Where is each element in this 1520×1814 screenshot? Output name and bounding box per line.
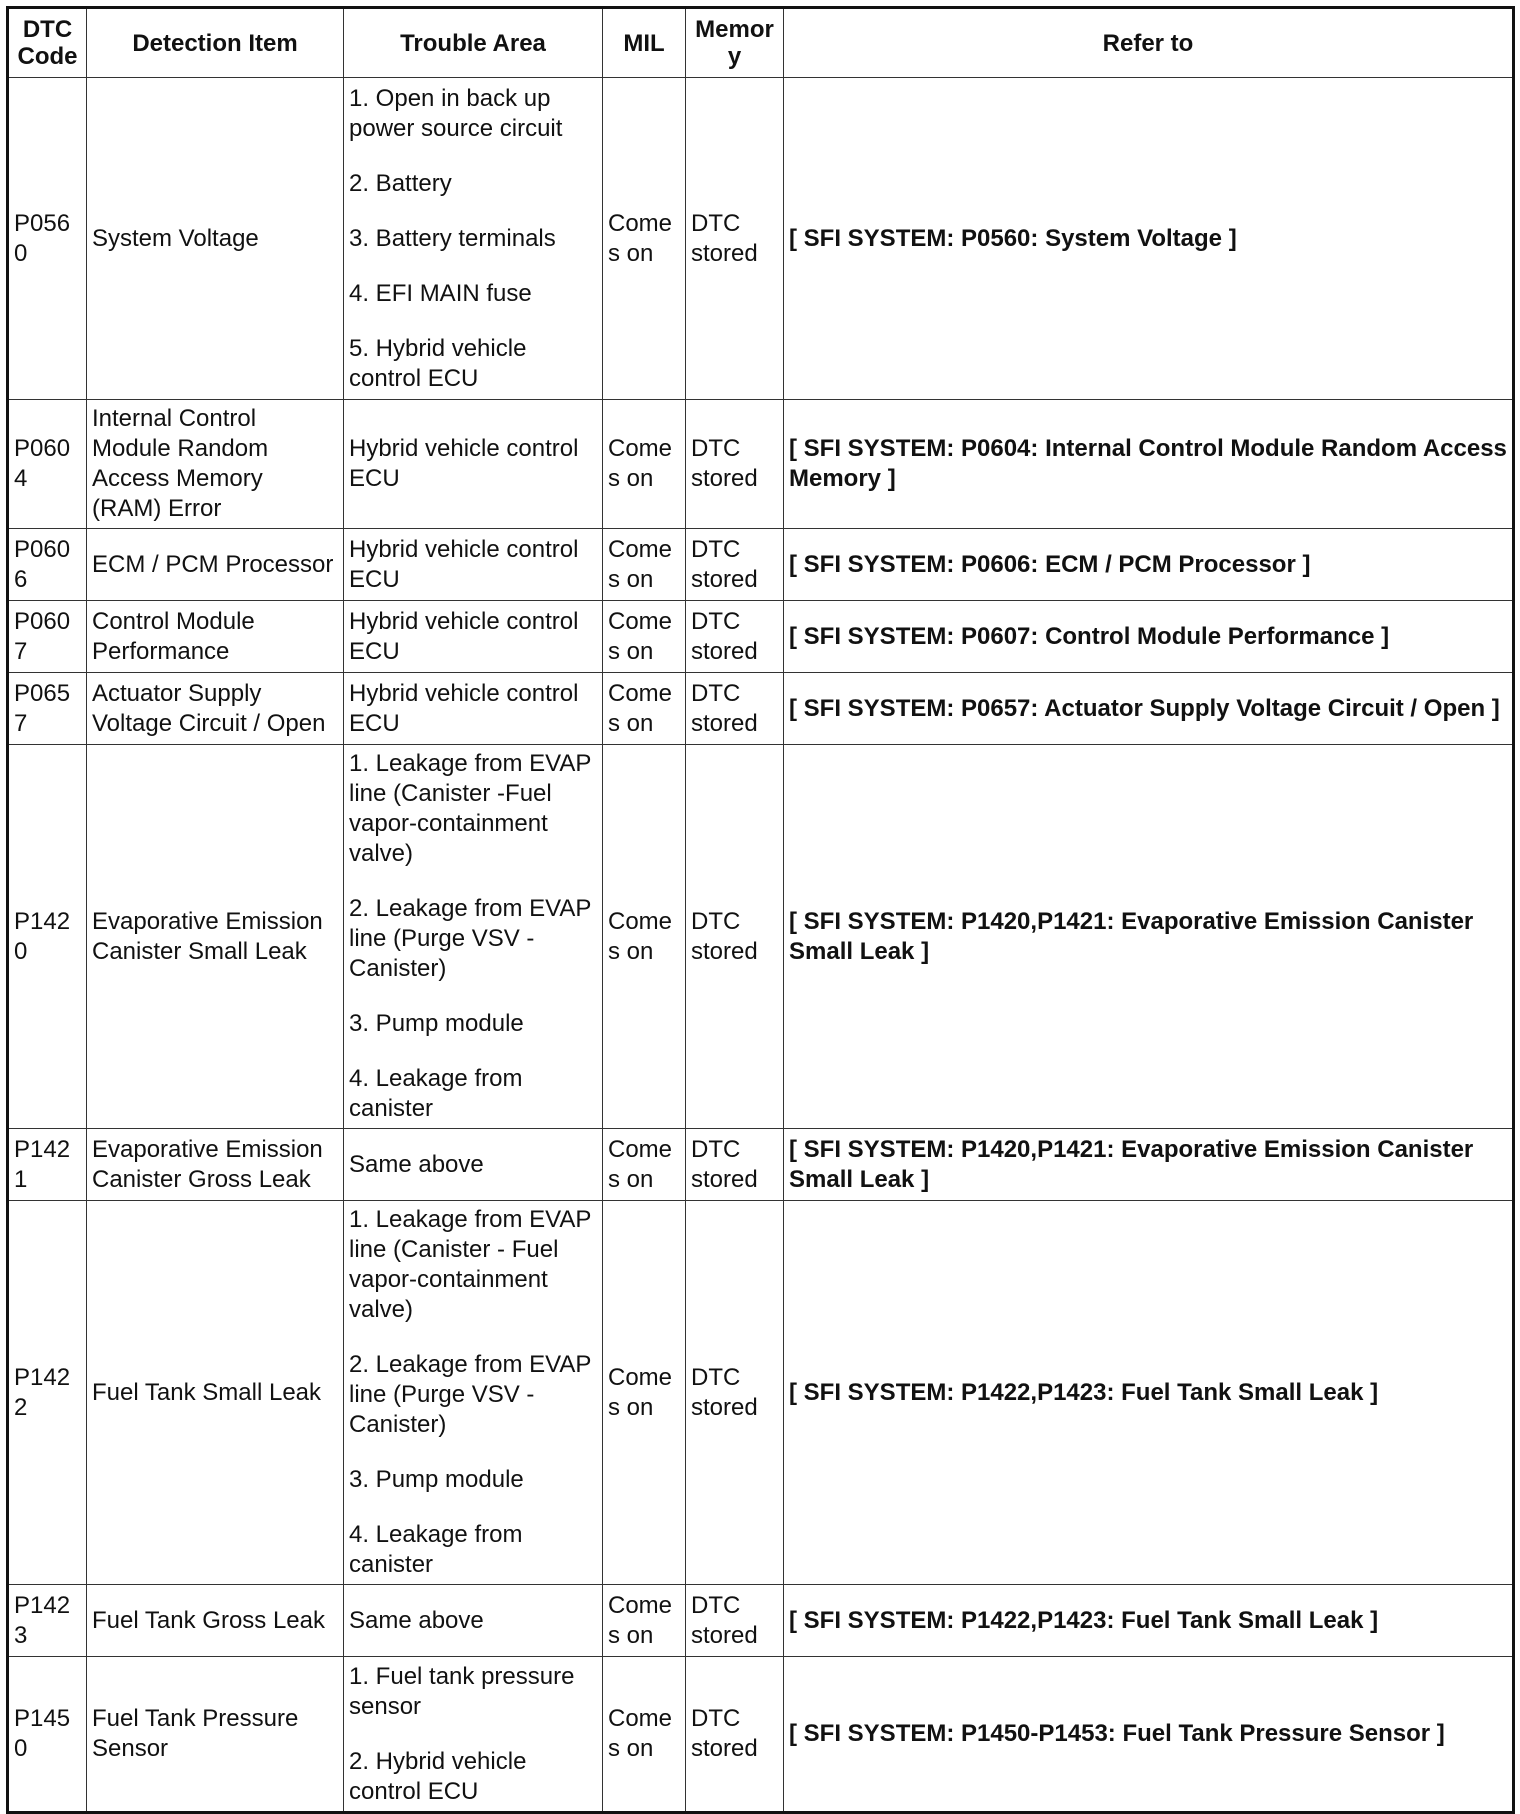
detection-item-cell: Fuel Tank Small Leak [87, 1201, 344, 1585]
refer-to-cell: [ SFI SYSTEM: P0607: Control Module Performance ] [784, 601, 1514, 673]
table-row [8, 400, 1514, 529]
trouble-area-item: 4. EFI MAIN fuse [349, 279, 532, 307]
trouble-area-item: 1. Open in back up power source circuit [349, 84, 563, 142]
dtc-code-cell: P1420 [8, 745, 87, 1129]
trouble-area-item: 4. Leakage from canister [349, 1065, 523, 1122]
mil-cell: Comes on [603, 745, 686, 1129]
memory-cell: DTC stored [686, 1129, 784, 1201]
detection-item-cell: Fuel Tank Gross Leak [87, 1585, 344, 1657]
refer-to-cell: [ SFI SYSTEM: P0657: Actuator Supply Voltage Circuit / Open ] [784, 673, 1514, 745]
detection-item-cell: Evaporative Emission Canister Gross Leak [87, 1129, 344, 1201]
header-trouble-area: Trouble Area [344, 8, 603, 78]
table-row [8, 601, 1514, 673]
trouble-area-cell [344, 1585, 603, 1657]
table-row [8, 745, 1514, 1129]
detection-item-cell: Internal Control Module Random Access Memory (RAM) Error [87, 400, 344, 529]
memory-cell: DTC stored [686, 673, 784, 745]
trouble-area-item: 1. Leakage from EVAP line (Canister -Fuel vapor-containment valve) [349, 750, 591, 867]
dtc-code-cell: P0606 [8, 529, 87, 601]
trouble-area-item: 4. Leakage from canister [349, 1521, 523, 1578]
dtc-code-cell: P0607 [8, 601, 87, 673]
trouble-area-item: Hybrid vehicle control ECU [349, 607, 579, 665]
dtc-code-cell: P1422 [8, 1201, 87, 1585]
table-row [8, 673, 1514, 745]
dtc-code-cell: P1421 [8, 1129, 87, 1201]
header-detection-item: Detection Item [87, 8, 344, 78]
trouble-area-item: 1. Fuel tank pressure sensor [349, 1662, 575, 1720]
header-refer-to: Refer to [784, 8, 1514, 78]
dtc-code-cell: P0560 [8, 78, 87, 400]
trouble-area-item: 2. Hybrid vehicle control ECU [349, 1747, 527, 1805]
mil-cell: Comes on [603, 78, 686, 400]
refer-to-cell: [ SFI SYSTEM: P1420,P1421: Evaporative Emission Canister Small Leak ] [784, 1129, 1514, 1201]
header-memory: Memory [686, 8, 784, 78]
detection-item-cell: Control Module Performance [87, 601, 344, 673]
memory-cell: DTC stored [686, 1201, 784, 1585]
header-dtc-code: DTC Code [8, 8, 87, 78]
mil-cell: Comes on [603, 673, 686, 745]
trouble-area-item: 2. Leakage from EVAP line (Purge VSV - Canister) [349, 1351, 591, 1438]
trouble-area-item: Hybrid vehicle control ECU [349, 435, 579, 492]
trouble-area-cell [344, 673, 603, 745]
memory-cell: DTC stored [686, 1585, 784, 1657]
trouble-area-cell [344, 1129, 603, 1201]
detection-item-cell: Fuel Tank Pressure Sensor [87, 1657, 344, 1813]
trouble-area-item: 3. Battery terminals [349, 224, 556, 252]
dtc-code-cell: P1423 [8, 1585, 87, 1657]
mil-cell: Comes on [603, 1129, 686, 1201]
trouble-area-item: 1. Leakage from EVAP line (Canister - Fuel vapor-containment valve) [349, 1206, 591, 1323]
refer-to-cell: [ SFI SYSTEM: P0604: Internal Control Module Random Access Memory ] [784, 400, 1514, 529]
trouble-area-cell [344, 78, 603, 400]
detection-item-cell: ECM / PCM Processor [87, 529, 344, 601]
trouble-area-cell [344, 1657, 603, 1813]
table-row [8, 1585, 1514, 1657]
memory-cell: DTC stored [686, 400, 784, 529]
table-row [8, 1201, 1514, 1585]
trouble-area-cell [344, 1201, 603, 1585]
refer-to-cell: [ SFI SYSTEM: P1450-P1453: Fuel Tank Pressure Sensor ] [784, 1657, 1514, 1813]
trouble-area-item: 3. Pump module [349, 1010, 524, 1037]
table-row [8, 529, 1514, 601]
dtc-code-cell: P0604 [8, 400, 87, 529]
mil-cell: Comes on [603, 601, 686, 673]
table-row [8, 78, 1514, 400]
refer-to-cell: [ SFI SYSTEM: P1422,P1423: Fuel Tank Small Leak ] [784, 1585, 1514, 1657]
detection-item-cell: System Voltage [87, 78, 344, 400]
table-row [8, 1129, 1514, 1201]
trouble-area-item: 2. Battery [349, 169, 452, 197]
trouble-area-item: 3. Pump module [349, 1466, 524, 1493]
memory-cell: DTC stored [686, 529, 784, 601]
trouble-area-cell [344, 601, 603, 673]
dtc-code-cell: P1450 [8, 1657, 87, 1813]
mil-cell: Comes on [603, 529, 686, 601]
trouble-area-item: Same above [349, 1606, 484, 1634]
memory-cell: DTC stored [686, 601, 784, 673]
dtc-code-cell: P0657 [8, 673, 87, 745]
detection-item-cell: Actuator Supply Voltage Circuit / Open [87, 673, 344, 745]
mil-cell: Comes on [603, 1201, 686, 1585]
mil-cell: Comes on [603, 400, 686, 529]
table-row [8, 1657, 1514, 1813]
trouble-area-item: Same above [349, 1150, 484, 1178]
header-row [8, 8, 1514, 78]
dtc-table [6, 6, 1515, 1814]
memory-cell: DTC stored [686, 745, 784, 1129]
trouble-area-item: Hybrid vehicle control ECU [349, 679, 579, 737]
refer-to-cell: [ SFI SYSTEM: P1422,P1423: Fuel Tank Small Leak ] [784, 1201, 1514, 1585]
memory-cell: DTC stored [686, 1657, 784, 1813]
memory-cell: DTC stored [686, 78, 784, 400]
mil-cell: Comes on [603, 1585, 686, 1657]
refer-to-cell: [ SFI SYSTEM: P0560: System Voltage ] [784, 78, 1514, 400]
refer-to-cell: [ SFI SYSTEM: P1420,P1421: Evaporative Emission Canister Small Leak ] [784, 745, 1514, 1129]
mil-cell: Comes on [603, 1657, 686, 1813]
trouble-area-item: 2. Leakage from EVAP line (Purge VSV - Canister) [349, 895, 591, 982]
trouble-area-cell [344, 529, 603, 601]
trouble-area-item: Hybrid vehicle control ECU [349, 535, 579, 593]
trouble-area-cell [344, 400, 603, 529]
header-mil: MIL [603, 8, 686, 78]
trouble-area-cell [344, 745, 603, 1129]
refer-to-cell: [ SFI SYSTEM: P0606: ECM / PCM Processor ] [784, 529, 1514, 601]
trouble-area-item: 5. Hybrid vehicle control ECU [349, 334, 527, 392]
detection-item-cell: Evaporative Emission Canister Small Leak [87, 745, 344, 1129]
